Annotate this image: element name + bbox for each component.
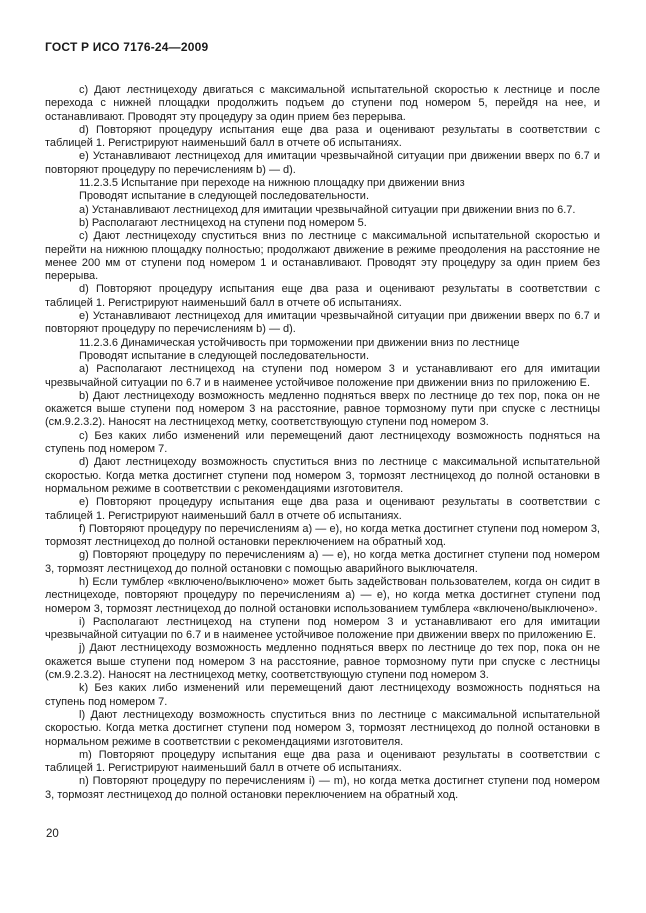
list-item-d: d) Повторяют процедуру испытания еще два раза и оценивают результаты в соответствии с таблицей 1. Регистрируют наименьший балл в отчете об испытаниях. [45, 283, 600, 309]
list-item-l: l) Дают лестницеходу возможность спуститься вниз по лестнице с максимальной испытательной скоростью. Когда метка достигнет ступени под номером 3, тормозят лестницеход до полной остановки в нормальном режиме в соответствии с рекомендациями изготовителя. [45, 708, 600, 748]
list-item-b: b) Дают лестницеходу возможность медленно подняться вверх по лестнице до тех пор, пока он не окажется выше ступени под номером 3 на расстояние, равное тормозному пути при спуске с лестницы (см.9.2.3.2). Наносят на лестницеход метку, соответствующую ступени под номером 3. [45, 389, 600, 429]
list-item-n: n) Повторяют процедуру по перечислениям i) — m), но когда метка достигнет ступени под номером 3, тормозят лестницеход до полной остановки переключением на обратный ход. [45, 775, 600, 801]
list-item-g: g) Повторяют процедуру по перечислениям a) — e), но когда метка достигнет ступени под номером 3, тормозят лестницеход до полной остановки с помощью аварийного выключателя. [45, 549, 600, 575]
list-item-f: f) Повторяют процедуру по перечислениям a) — e), но когда метка достигнет ступени под номером 3, тормозят лестницеход до полной остановки переключением на обратный ход. [45, 522, 600, 549]
list-item-e: e) Повторяют процедуру испытания еще два раза и оценивают результаты в соответствии с таблицей 1. Регистрируют наименьший балл в отчете об испытаниях. [45, 496, 600, 522]
list-item-d: d) Дают лестницеходу возможность спуститься вниз по лестнице с максимальной испытательной скоростью. Когда метка достигнет ступени под номером 3, тормозят лестницеход до полной остановки в нормальном режиме в соответствии с рекомендациями изготовителя. [45, 456, 600, 495]
list-item-j: j) Дают лестницеходу возможность медленно подняться вверх по лестнице до тех пор, пока он не окажется выше ступени под номером 3 на расстояние, равное тормозному пути при спуске с лестницы (см.9.2.3.2). Наносят на лестницеход метку, соответствующую ступени под номером 3. [45, 642, 600, 682]
page-number: 20 [46, 828, 59, 840]
standard-designation-header: ГОСТ Р ИСО 7176-24—2009 [45, 40, 209, 54]
list-item-b: b) Располагают лестницеход на ступени под номером 5. [79, 216, 367, 229]
list-item-m: m) Повторяют процедуру испытания еще два раза и оценивают результаты в соответствии с таблицей 1. Регистрируют наименьший балл в отчете об испытаниях. [45, 748, 600, 775]
list-item-c: c) Дают лестницеходу двигаться с максимальной испытательной скоростью к лестнице и после перехода с нижней площадки продолжить подъем до ступени под номером 5, перейдя на нее, и останавливают. Проводят эту процедуру за один прием без перерыва. [45, 84, 600, 123]
list-item-a: a) Располагают лестницеход на ступени под номером 3 и устанавливают его для имитации чрезвычайной ситуации по 6.7 и в наименее устойчивое положение при движении вниз по приложению Е. [45, 363, 600, 389]
section-heading-11-2-3-5: 11.2.3.5 Испытание при переходе на нижнюю площадку при движении вниз [79, 177, 465, 190]
list-item-i: i) Располагают лестницеход на ступени под номером 3 и устанавливают его для имитации чрезвычайной ситуации по 6.7 и в наименее устойчивое положение при движении вверх по приложению Е. [45, 615, 600, 642]
list-item-c: c) Дают лестницеходу спуститься вниз по лестнице с максимальной испытательной скоростью и перейти на нижнюю площадку полностью; продолжают движение в режиме преодоления на расстояние не менее 200 мм от ступени под номером 1 и останавливают. Проводят эту процедуру за один прием без перерыва. [45, 230, 600, 283]
list-item-h: h) Если тумблер «включено/выключено» может быть задействован пользователем, когда он сидит в лестницеходе, повторяют процедуру по перечислениям a) — e), но когда метка достигнет ступени под номером 3, тормозят лестницеход до полной остановки использованием тумблера «включено/выключено». [45, 575, 600, 615]
list-item-a: a) Устанавливают лестницеход для имитации чрезвычайной ситуации при движении вниз по 6.7. [79, 203, 576, 216]
list-item-e: e) Устанавливают лестницеход для имитации чрезвычайной ситуации при движении вверх по 6.7 и повторяют процедуру по перечислениям b) — d). [45, 310, 600, 336]
list-item-c: c) Без каких либо изменений или перемещений дают лестницеходу возможность подняться на ступень под номером 7. [45, 429, 600, 456]
list-item-k: k) Без каких либо изменений или перемещений дают лестницеходу возможность подняться на ступень под номером 7. [45, 682, 600, 708]
section-heading-11-2-3-6: 11.2.3.6 Динамическая устойчивость при торможении при движении вниз по лестнице [79, 336, 520, 349]
procedure-intro: Проводят испытание в следующей последовательности. [79, 190, 369, 203]
list-item-e: e) Устанавливают лестницеход для имитации чрезвычайной ситуации при движении вверх по 6.7 и повторяют процедуру по перечислениям b) — d). [45, 150, 600, 176]
procedure-intro: Проводят испытание в следующей последовательности. [79, 349, 369, 362]
list-item-d: d) Повторяют процедуру испытания еще два раза и оценивают результаты в соответствии с таблицей 1. Регистрируют наименьший балл в отчете об испытаниях. [45, 123, 600, 150]
document-body [45, 84, 600, 802]
